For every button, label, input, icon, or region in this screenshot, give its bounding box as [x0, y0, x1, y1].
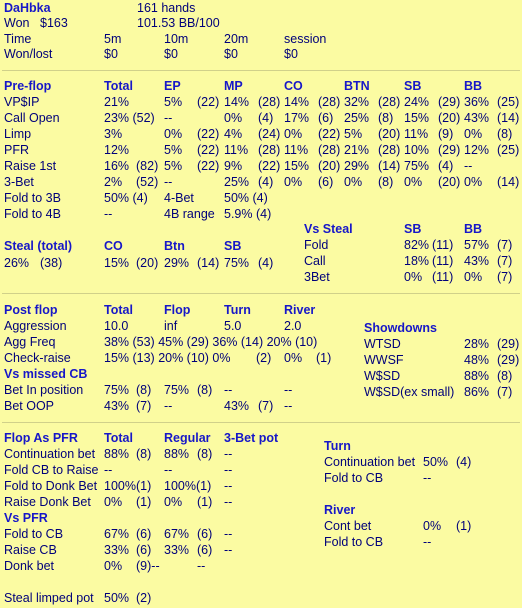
preflop-row-label: Raise 1st [4, 159, 57, 173]
stat-cell: 75% [224, 256, 250, 270]
stat-count: (6) [318, 175, 334, 189]
stat-cell: 29% [164, 256, 190, 270]
stat-count: (7) [258, 399, 274, 413]
vs-steal-row-label: Fold [304, 238, 329, 252]
flop-as-pfr-row-label: Raise Donk Bet [4, 495, 91, 509]
preflop-row-label: VP$IP [4, 95, 40, 109]
stat-count: (20) [136, 256, 159, 270]
stat-cell: 43% [104, 399, 130, 413]
stat-count: (8) [378, 175, 394, 189]
stat-count: (4) [438, 159, 454, 173]
stat-count: (11) [432, 270, 454, 284]
stat-count: (8) [378, 111, 394, 125]
stat-cell: 43% [464, 111, 490, 125]
stat-cell: 25% [224, 175, 250, 189]
stat-sublabel: 4-Bet [164, 191, 194, 205]
stat-cell: -- [164, 111, 173, 125]
flop-as-pfr-row-label: Fold to Donk Bet [4, 479, 98, 493]
stat-cell: 88% [104, 447, 130, 461]
vs-pfr-header: Vs PFR [4, 511, 48, 525]
postflop-header: Post flop [4, 303, 58, 317]
stat-cell: -- [284, 399, 293, 413]
stat-cell: 75% [164, 383, 190, 397]
stat-count: (14) [497, 111, 520, 125]
stat-count: (14) [378, 159, 401, 173]
stat-cell: -- [224, 383, 233, 397]
stat-cell: -- [224, 543, 233, 557]
divider [2, 293, 520, 294]
divider [2, 70, 520, 71]
stat-cell: -- [224, 463, 233, 477]
stat-cell: 33% [164, 543, 190, 557]
bb-rate: 101.53 BB/100 [137, 16, 220, 30]
wonlost-value: $0 [224, 47, 238, 61]
stat-count: (28) [378, 143, 401, 157]
stat-cell: 0% [224, 111, 243, 125]
stat-count: (6) [136, 527, 152, 541]
stat-cell: 5% [344, 127, 363, 141]
steal-col-header: CO [104, 239, 123, 253]
river-row-label: Fold to CB [324, 535, 384, 549]
vs-steal-col-header: SB [404, 222, 422, 236]
stat-cell: 36% [464, 95, 490, 109]
stat-cell: -- [164, 175, 173, 189]
stat-count: (7) [497, 254, 513, 268]
stat-count: (20) [438, 111, 461, 125]
stat-count: (28) [318, 95, 341, 109]
stat-count: (4) [258, 175, 274, 189]
stat-cell: 2.0 [284, 319, 302, 333]
stat-cell: 0% [104, 559, 123, 573]
vs-steal-row-label: Call [304, 254, 326, 268]
stat-cell: 5.9% (4) [224, 207, 272, 221]
stat-count: (7) [136, 399, 152, 413]
stat-cell: 0% [464, 175, 483, 189]
stat-cell: 67% [104, 527, 130, 541]
time-col: 20m [224, 32, 249, 46]
stat-count: (22) [197, 159, 220, 173]
stat-cell: 10.0 [104, 319, 129, 333]
stat-cell: 12% [464, 143, 490, 157]
stat-cell: 3% [104, 127, 123, 141]
flop-as-pfr-row-label: Continuation bet [4, 447, 96, 461]
stat-count: (28) [258, 95, 281, 109]
postflop-col-header: Total [104, 303, 133, 317]
stat-cell: 11% [284, 143, 309, 157]
stat-cell: 50% [423, 455, 449, 469]
postflop-col-header: Flop [164, 303, 191, 317]
time-col: 10m [164, 32, 189, 46]
stat-cell: -- [423, 535, 432, 549]
steal-header: Steal (total) [4, 239, 73, 253]
stat-cell: 88% [164, 447, 190, 461]
stat-cell: -- [224, 527, 233, 541]
wonlost-value: $0 [104, 47, 118, 61]
preflop-row-label: 3-Bet [4, 175, 34, 189]
stat-cell: 18% [404, 254, 430, 268]
steal-total-count: (38) [40, 256, 63, 270]
stat-count: (11) [432, 254, 454, 268]
postflop-col-header: River [284, 303, 316, 317]
steal-total: 26% [4, 256, 30, 270]
stat-count: (6) [197, 527, 213, 541]
stat-cell: -- [197, 559, 206, 573]
stat-count: (4) [456, 455, 472, 469]
stat-cell: 11% [404, 127, 429, 141]
stat-count: (2) [256, 351, 272, 365]
stat-cell: 25% [344, 111, 370, 125]
preflop-col-header: CO [284, 79, 303, 93]
turn-header: Turn [324, 439, 351, 453]
stat-count: (8) [197, 447, 213, 461]
stat-cell: -- [284, 383, 293, 397]
flop-as-pfr-row-label: Fold CB to Raise [4, 463, 99, 477]
stat-cell: 2% [104, 175, 123, 189]
showdown-label: W$SD(ex small) [364, 385, 455, 399]
stat-count: (1) [197, 495, 213, 509]
stat-count: (7) [497, 238, 513, 252]
stat-cell: 50% (4) [104, 191, 148, 205]
stat-cell: -- [224, 495, 233, 509]
preflop-col-header: EP [164, 79, 181, 93]
vs-pfr-row-label: Donk bet [4, 559, 55, 573]
stat-cell: 0% [344, 175, 363, 189]
stat-cell: 5% [164, 143, 183, 157]
stat-cell: -- [164, 399, 173, 413]
stat-count: (28) [318, 143, 341, 157]
wonlost-value: $0 [164, 47, 178, 61]
postflop-row-label: Check-raise [4, 351, 71, 365]
river-header: River [324, 503, 356, 517]
stat-cell: 15% [284, 159, 310, 173]
stat-cell: 5% [164, 95, 183, 109]
stat-cell: 0% [104, 495, 123, 509]
flop-as-pfr-col-header: 3-Bet pot [224, 431, 279, 445]
river-row-label: Cont bet [324, 519, 372, 533]
preflop-col-header: BTN [344, 79, 370, 93]
stat-count: (22) [197, 95, 220, 109]
postflop-col-header: Turn [224, 303, 251, 317]
stat-count: (20) [378, 127, 401, 141]
preflop-col-header: MP [224, 79, 243, 93]
stat-cell: 5.0 [224, 319, 242, 333]
stat-cell: 29% [344, 159, 370, 173]
stat-cell: 75% [104, 383, 130, 397]
stat-count: (9) [438, 127, 454, 141]
time-col: 5m [104, 32, 122, 46]
stat-cell: 67% [164, 527, 190, 541]
stat-cell: 43% [224, 399, 250, 413]
stat-cell: 100%(1) [164, 479, 212, 493]
showdown-label: WWSF [364, 353, 404, 367]
wonlost-value: $0 [284, 47, 298, 61]
showdown-count: (8) [497, 369, 513, 383]
stat-count: (22) [318, 127, 341, 141]
stat-cell: inf [164, 319, 178, 333]
preflop-row-label: Fold to 4B [4, 207, 61, 221]
stat-count: (8) [197, 383, 213, 397]
stat-cell: 43% [464, 254, 490, 268]
stat-cell: 15% (13) 20% (10) 0% [104, 351, 231, 365]
turn-row-label: Fold to CB [324, 471, 384, 485]
hands-count: 161 hands [137, 1, 196, 15]
preflop-row-label: PFR [4, 143, 29, 157]
stat-cell: 38% (53) 45% (29) 36% (14) 20% (10) [104, 335, 318, 349]
stat-count: (2) [136, 591, 152, 605]
vs-steal-col-header: BB [464, 222, 483, 236]
steal-col-header: SB [224, 239, 242, 253]
stat-cell: 14% [284, 95, 310, 109]
preflop-row-label: Call Open [4, 111, 60, 125]
stat-cell: 50% (4) [224, 191, 268, 205]
stat-count: (52) [136, 175, 159, 189]
stat-cell: 21% [344, 143, 370, 157]
postflop-row-label: Agg Freq [4, 335, 56, 349]
wonlost-label: Won/lost [4, 47, 53, 61]
stat-cell: 32% [344, 95, 370, 109]
stat-count: (25) [497, 143, 520, 157]
flop-as-pfr-header: Flop As PFR [4, 431, 78, 445]
stat-cell: 12% [104, 143, 130, 157]
stat-count: (24) [258, 127, 281, 141]
stat-cell: 100%(1) [104, 479, 152, 493]
stat-cell: 0% [164, 127, 183, 141]
stat-cell: 10% [404, 143, 430, 157]
stat-count: (11) [432, 238, 454, 252]
stat-count: (8) [497, 127, 513, 141]
steal-col-header: Btn [164, 239, 185, 253]
showdown-value: 28% [464, 337, 490, 351]
stat-count: (20) [438, 175, 461, 189]
stat-cell: 11% [224, 143, 249, 157]
stat-count: (6) [197, 543, 213, 557]
stat-count: (28) [378, 95, 401, 109]
showdown-value: 88% [464, 369, 490, 383]
stat-count: (25) [497, 95, 520, 109]
stat-count: (4) [258, 256, 274, 270]
stat-cell: 9% [224, 159, 243, 173]
stat-cell: 16% [104, 159, 130, 173]
vs-missed-cb-row-label: Bet In position [4, 383, 84, 397]
stat-count: (22) [197, 127, 220, 141]
stat-count: (14) [497, 175, 520, 189]
showdowns-header: Showdowns [364, 321, 437, 335]
vs-missed-cb-header: Vs missed CB [4, 367, 88, 381]
stat-count: (28) [258, 143, 281, 157]
time-col: session [284, 32, 327, 46]
stat-cell: 57% [464, 238, 490, 252]
stat-cell: -- [164, 463, 173, 477]
stat-cell: 23% (52) [104, 111, 155, 125]
stat-count: (9)-- [136, 559, 160, 573]
won-label: Won [4, 16, 30, 30]
stat-count: (29) [438, 95, 461, 109]
stat-cell: 0% [404, 270, 423, 284]
stat-cell: 0% [284, 351, 303, 365]
stat-cell: 82% [404, 238, 430, 252]
stat-cell: 15% [104, 256, 130, 270]
stat-cell: 4% [224, 127, 243, 141]
postflop-row-label: Aggression [4, 319, 67, 333]
stat-cell: -- [423, 471, 432, 485]
showdown-count: (7) [497, 385, 513, 399]
flop-as-pfr-col-header: Regular [164, 431, 211, 445]
stat-cell: 0% [423, 519, 442, 533]
flop-as-pfr-col-header: Total [104, 431, 133, 445]
won-amount: $163 [40, 16, 68, 30]
stat-count: (22) [197, 143, 220, 157]
stat-cell: 0% [284, 175, 303, 189]
time-label: Time [4, 32, 32, 46]
stat-cell: 75% [404, 159, 430, 173]
stat-cell: 0% [464, 270, 483, 284]
showdown-label: W$SD [364, 369, 401, 383]
stat-cell: 0% [284, 127, 303, 141]
showdown-count: (29) [497, 337, 520, 351]
stat-count: (8) [136, 383, 152, 397]
stat-count: (6) [318, 111, 334, 125]
stat-count: (1) [136, 495, 152, 509]
stat-cell: 50% [104, 591, 130, 605]
stat-cell: 0% [464, 127, 483, 141]
stat-cell: 0% [164, 495, 183, 509]
stat-cell: -- [104, 463, 113, 477]
stat-count: (4) [258, 111, 274, 125]
stat-cell: -- [224, 479, 233, 493]
preflop-col-header: SB [404, 79, 422, 93]
preflop-col-header: BB [464, 79, 483, 93]
stat-cell: 14% [224, 95, 250, 109]
stat-cell: 17% [284, 111, 310, 125]
stat-count: (1) [316, 351, 332, 365]
stat-count: (22) [258, 159, 281, 173]
player-name: DaHbka [4, 1, 51, 15]
stat-count: (8) [136, 447, 152, 461]
turn-row-label: Continuation bet [324, 455, 416, 469]
stat-count: (1) [456, 519, 472, 533]
vs-pfr-row-label: Fold to CB [4, 527, 64, 541]
preflop-col-header: Total [104, 79, 133, 93]
stat-cell: 15% [404, 111, 430, 125]
stat-count: (20) [318, 159, 341, 173]
showdown-count: (29) [497, 353, 520, 367]
stat-count: (7) [497, 270, 513, 284]
preflop-row-label: Limp [4, 127, 32, 141]
showdown-label: WTSD [364, 337, 401, 351]
vs-pfr-row-label: Raise CB [4, 543, 57, 557]
stat-count: (6) [136, 543, 152, 557]
stat-cell: 0% [404, 175, 423, 189]
stat-sublabel: 4B range [164, 207, 215, 221]
stat-cell: -- [104, 207, 113, 221]
preflop-row-label: Fold to 3B [4, 191, 61, 205]
preflop-header: Pre-flop [4, 79, 52, 93]
stat-count: (82) [136, 159, 159, 173]
showdown-value: 48% [464, 353, 490, 367]
stat-cell: 33% [104, 543, 130, 557]
vs-missed-cb-row-label: Bet OOP [4, 399, 55, 413]
steal-limped-label: Steal limped pot [4, 591, 94, 605]
vs-steal-row-label: 3Bet [304, 270, 330, 284]
vs-steal-header: Vs Steal [304, 222, 353, 236]
divider [2, 422, 520, 423]
stat-cell: -- [224, 447, 233, 461]
stat-cell: 21% [104, 95, 130, 109]
stat-count: (29) [438, 143, 461, 157]
stat-count: (14) [197, 256, 220, 270]
showdown-value: 86% [464, 385, 490, 399]
stat-cell: 24% [404, 95, 430, 109]
stat-cell: 5% [164, 159, 183, 173]
stat-cell: -- [464, 159, 473, 173]
